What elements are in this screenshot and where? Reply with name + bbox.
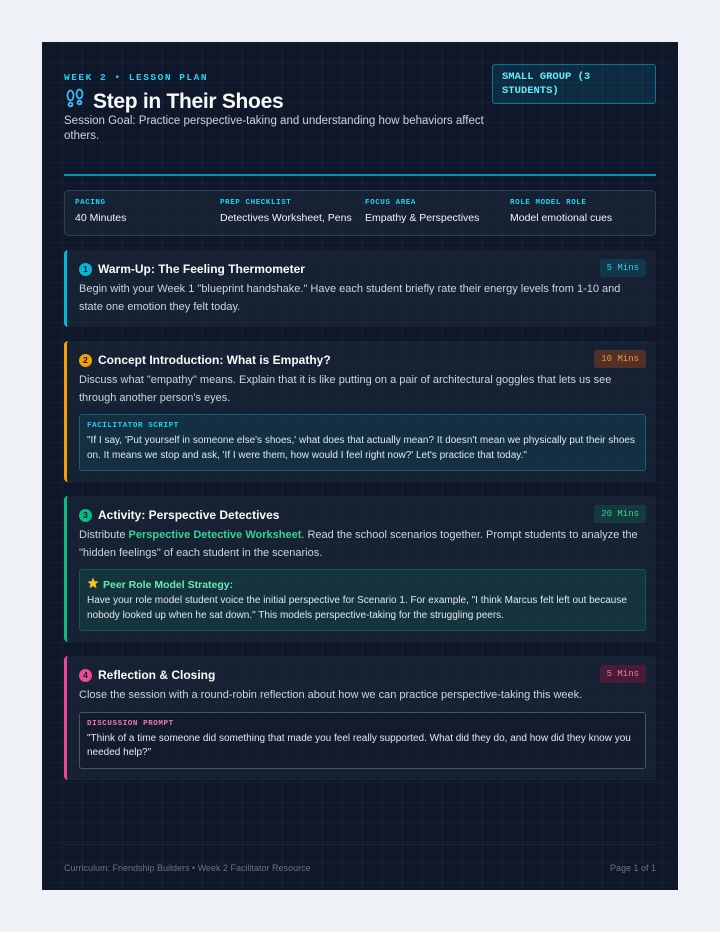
body-text: . Read the school scenarios together. Prompt students to analyze the "hidden feelings" of each student in the scenarios. bbox=[79, 529, 638, 559]
callout-head bbox=[87, 577, 638, 592]
meta-value: Detectives Worksheet, Pens bbox=[220, 212, 352, 224]
header bbox=[64, 64, 656, 176]
meta-value: Empathy & Perspectives bbox=[365, 212, 480, 224]
facilitator-script bbox=[79, 414, 646, 471]
session-goal: Session Goal: Practice perspective-taking and understanding how behaviors affect others. bbox=[64, 115, 484, 142]
title-row bbox=[64, 88, 283, 115]
section-title: Concept Introduction: What is Empathy? bbox=[98, 353, 331, 367]
section-header bbox=[79, 666, 646, 684]
section-body: Begin with your Week 1 "blueprint handshake." Have each student briefly rate their energy levels from 1-10 and state one emotion they felt today. bbox=[79, 283, 621, 313]
meta-value: 40 Minutes bbox=[75, 212, 127, 224]
section-warm-up bbox=[64, 250, 656, 327]
section-title: Warm-Up: The Feeling Thermometer bbox=[98, 262, 305, 276]
section-body: Close the session with a round-robin reflection about how we can practice perspective-taking this week. bbox=[79, 689, 583, 701]
time-badge: 20 Mins bbox=[594, 505, 646, 523]
callout-label: FACILITATOR SCRIPT bbox=[87, 422, 179, 430]
meta-value: Model emotional cues bbox=[510, 212, 613, 224]
callout-label: Peer Role Model Strategy: bbox=[103, 578, 234, 591]
callout-text: "Think of a time someone did something that made you feel really supported. What did they do, and how did they know you needed help?" bbox=[87, 732, 631, 758]
meta-label: FOCUS AREA bbox=[365, 199, 417, 207]
meta-label: PREP CHECKLIST bbox=[220, 199, 292, 207]
meta-focus bbox=[365, 199, 510, 235]
meta-role bbox=[510, 199, 655, 235]
footprints-icon bbox=[64, 88, 86, 115]
eyebrow: WEEK 2 • LESSON PLAN bbox=[64, 72, 209, 83]
peer-strategy-callout bbox=[79, 569, 646, 631]
section-header bbox=[79, 506, 646, 524]
footer-curriculum: Curriculum: Friendship Builders • Week 2 Facilitator Resource bbox=[64, 862, 311, 873]
section-concept bbox=[64, 341, 656, 482]
step-number: 1 bbox=[79, 263, 92, 276]
body-text: Distribute bbox=[79, 529, 129, 541]
time-badge: 5 Mins bbox=[600, 259, 646, 277]
group-badge: SMALL GROUP (3 STUDENTS) bbox=[492, 64, 656, 104]
page-title: Step in Their Shoes bbox=[93, 89, 284, 113]
step-number: 3 bbox=[79, 509, 92, 522]
callout-label: DISCUSSION PROMPT bbox=[87, 719, 174, 728]
page-number: Page 1 of 1 bbox=[609, 862, 656, 873]
time-badge: 5 Mins bbox=[600, 665, 646, 683]
meta-pacing bbox=[75, 199, 220, 235]
lesson-plan-sheet bbox=[42, 42, 678, 890]
star-icon bbox=[87, 577, 99, 592]
meta-prep bbox=[220, 199, 365, 235]
section-title: Reflection & Closing bbox=[98, 668, 216, 682]
step-number: 4 bbox=[79, 669, 92, 682]
step-number: 2 bbox=[79, 354, 92, 367]
section-title: Activity: Perspective Detectives bbox=[98, 508, 280, 522]
section-body: Discuss what "empathy" means. Explain that it is like putting on a pair of architectural goggles that lets us see through another person's eyes. bbox=[79, 374, 612, 404]
meta-label: PACING bbox=[75, 199, 106, 207]
section-body bbox=[79, 527, 646, 562]
meta-label: ROLE MODEL ROLE bbox=[510, 199, 587, 207]
discussion-prompt bbox=[79, 712, 646, 769]
meta-bar bbox=[64, 190, 656, 236]
callout-text: "If I say, 'Put yourself in someone else's shoes,' what does that actually mean? It doesn't mean we physically put their shoes on. It means we stop and ask, 'If I were them, how would I feel right now?' Let's practice that today." bbox=[87, 435, 635, 461]
time-badge: 10 Mins bbox=[594, 350, 646, 368]
callout-text: Have your role model student voice the initial perspective for Scenario 1. For example, "I think Marcus felt left out because nobody looked up when he sat down." This models perspective-taking for the struggling peers. bbox=[87, 595, 627, 621]
section-header bbox=[79, 351, 646, 369]
section-header bbox=[79, 260, 646, 278]
worksheet-highlight: Perspective Detective Worksheet bbox=[128, 529, 302, 541]
section-reflection bbox=[64, 656, 656, 780]
section-activity bbox=[64, 496, 656, 642]
footer bbox=[64, 844, 656, 890]
